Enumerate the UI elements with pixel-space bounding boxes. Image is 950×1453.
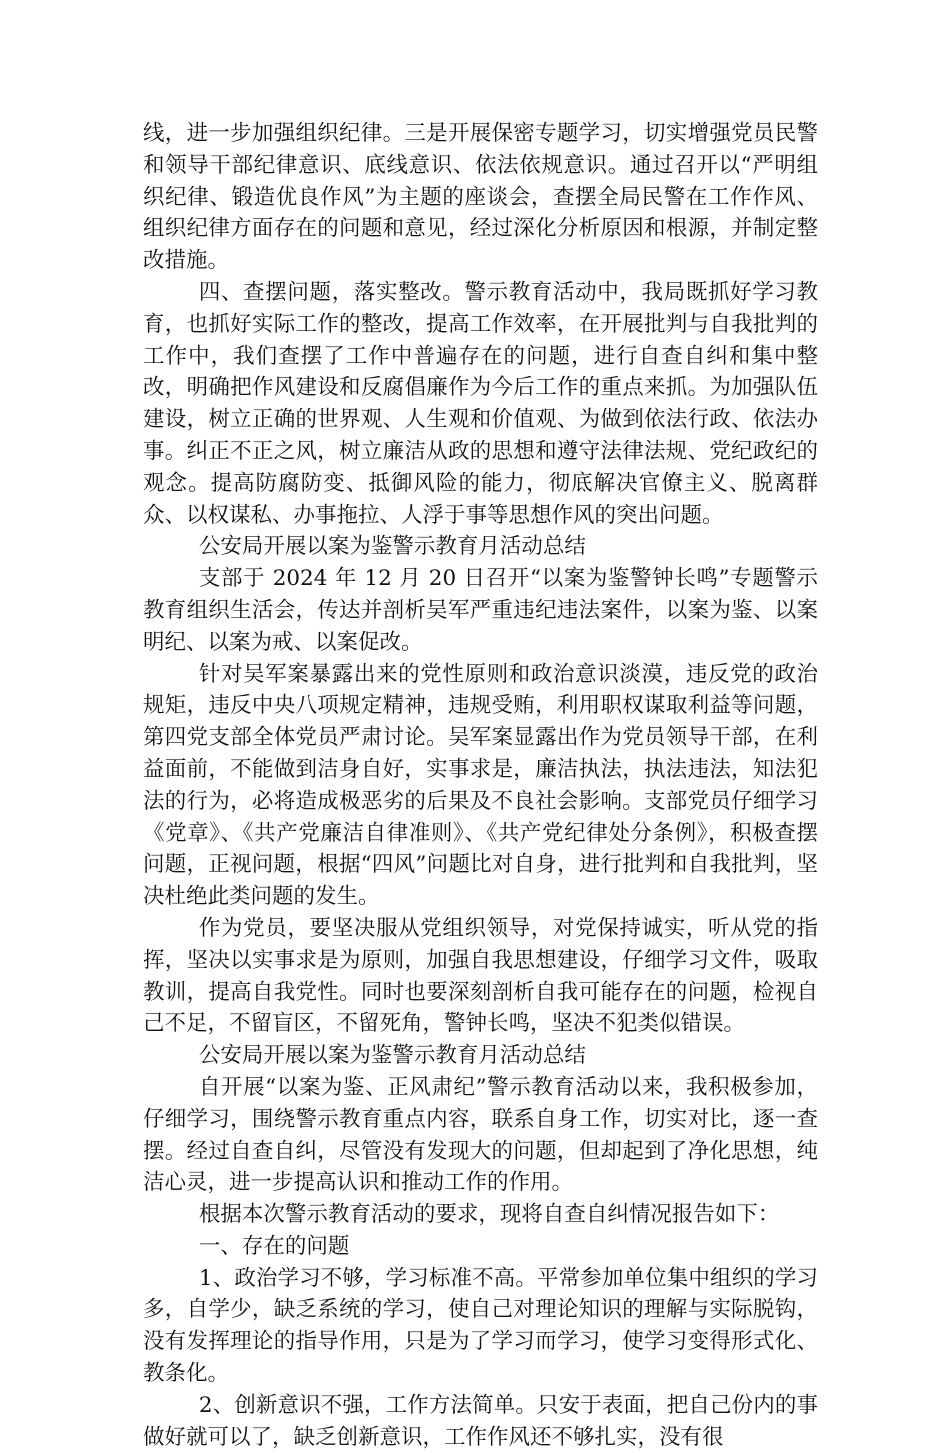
paragraph-7: 根据本次警示教育活动的要求，现将自查自纠情况报告如下： bbox=[198, 1202, 780, 1228]
paragraph-3: 支部于 2024 年 12 月 20 日召开“以案为鉴警钟长鸣”专题警示教育组织生活会，传达并剖析吴军严重违纪违法案件，以案为鉴、以案明纪、以案为戒、以案促改。 bbox=[143, 566, 818, 655]
paragraph-5: 作为党员，要坚决服从党组织领导，对党保持诚实，听从党的指挥，坚决以实事求是为原则，加强自我思想建设，仔细学习文件，吸取教训，提高自我党性。同时也要深刻剖析自我可能存在的问题，检视自己不足，不留盲区，不留死角，警钟长鸣，坚决不犯类似错误。 bbox=[143, 915, 818, 1037]
document-page bbox=[143, 118, 818, 1453]
paragraph-4: 针对吴军案暴露出来的党性原则和政治意识淡漠，违反党的政治规矩，违反中央八项规定精神，违规受贿，利用职权谋取利益等问题，第四党支部全体党员严肃讨论。吴军案显露出作为党员领导干部，在利益面前，不能做到洁身自好，实事求是，廉洁执法，执法违法，知法犯法的行为，必将造成极恶劣的后果及不良社会影响。支部党员仔细学习《党章》、《共产党廉洁自律准则》、《共产党纪律处分条例》，积极查摆问题，正视问题，根据“四风”问题比对自身，进行批判和自我批判，坚决杜绝此类问题的发生。 bbox=[143, 661, 818, 910]
section-title-2: 公安局开展以案为鉴警示教育月活动总结 bbox=[198, 1043, 586, 1069]
paragraph-8: 1、政治学习不够，学习标准不高。平常参加单位集中组织的学习多，自学少，缺乏系统的学习，使自己对理论知识的理解与实际脱钩，没有发挥理论的指导作用，只是为了学习而学习，使学习变得形式化、教条化。 bbox=[143, 1265, 818, 1387]
subheading-problems: 一、存在的问题 bbox=[198, 1233, 350, 1259]
paragraph-6: 自开展“以案为鉴、正风肃纪”警示教育活动以来，我积极参加，仔细学习，围绕警示教育重点内容，联系自身工作，切实对比，逐一查摆。经过自查自纠，尽管没有发现大的问题，但却起到了净化思想，纯洁心灵，进一步提高认识和推动工作的作用。 bbox=[143, 1074, 818, 1196]
paragraph-9: 2、创新意识不强，工作方法简单。只安于表面，把自己份内的事做好就可以了，缺乏创新意识，工作作风还不够扎实，没有很 bbox=[143, 1392, 818, 1450]
paragraph-1: 线，进一步加强组织纪律。三是开展保密专题学习，切实增强党员民警和领导干部纪律意识、底线意识、依法依规意识。通过召开以“严明组织纪律、锻造优良作风”为主题的座谈会，查摆全局民警在工作作风、组织纪律方面存在的问题和意见，经过深化分析原因和根源，并制定整改措施。 bbox=[143, 121, 818, 274]
section-title-1: 公安局开展以案为鉴警示教育月活动总结 bbox=[198, 534, 586, 560]
paragraph-2: 四、查摆问题，落实整改。警示教育活动中，我局既抓好学习教育，也抓好实际工作的整改，提高工作效率，在开展批判与自我批判的工作中，我们查摆了工作中普遍存在的问题，进行自查自纠和集中整改，明确把作风建设和反腐倡廉作为今后工作的重点来抓。为加强队伍建设，树立正确的世界观、人生观和价值观、为做到依法行政、依法办事。纠正不正之风，树立廉洁从政的思想和遵守法律法规、党纪政纪的观念。提高防腐防变、抵御风险的能力，彻底解决官僚主义、脱离群众、以权谋私、办事拖拉、人浮于事等思想作风的突出问题。 bbox=[143, 279, 818, 528]
